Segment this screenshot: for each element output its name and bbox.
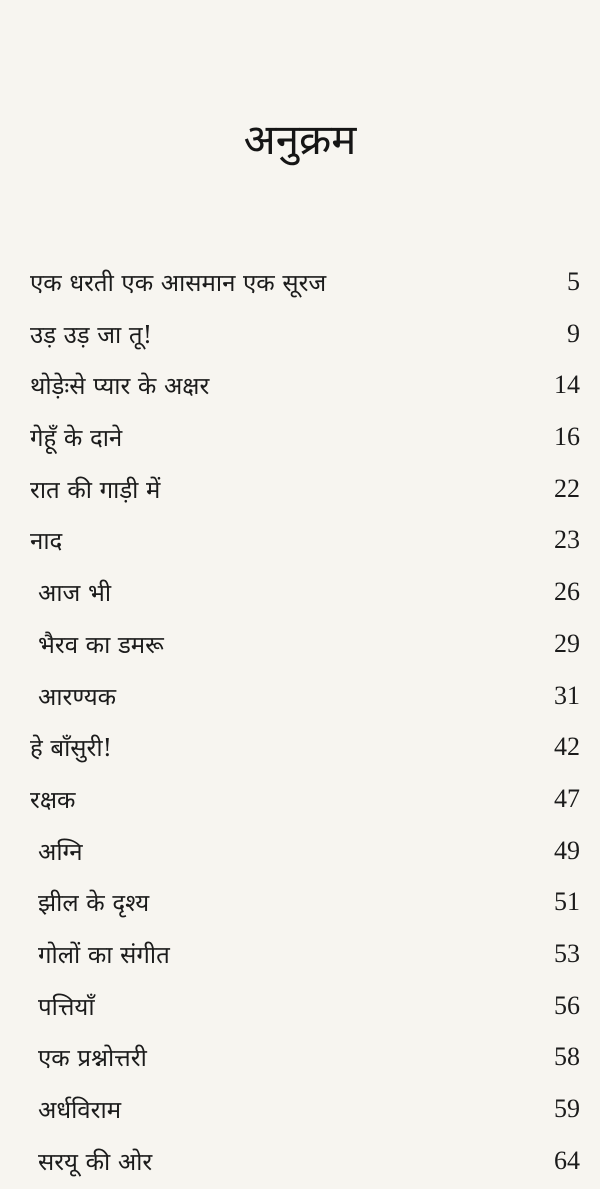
entry-title: अग्नि xyxy=(38,837,83,866)
entry-title: पत्तियाँ xyxy=(38,992,95,1021)
entry-page-number: 22 xyxy=(554,473,580,503)
list-item xyxy=(0,310,600,362)
list-item xyxy=(0,1137,600,1189)
entry-title: एक धरती एक आसमान एक सूरज xyxy=(30,269,327,297)
entry-page-number: 56 xyxy=(554,990,580,1020)
contents-list xyxy=(0,258,600,1188)
page-title: अनुक्रम xyxy=(243,115,357,164)
entry-page-number: 59 xyxy=(554,1094,580,1123)
entry-title: हे बाँसुरी! xyxy=(30,734,113,763)
entry-title: भैरव का डमरू xyxy=(38,630,164,659)
list-item xyxy=(0,930,600,982)
entry-page-number: 14 xyxy=(554,370,580,400)
list-item xyxy=(0,258,600,310)
list-item xyxy=(0,982,600,1034)
entry-title: थोड़ेःसे प्यार के अक्षर xyxy=(30,372,210,401)
list-item xyxy=(0,413,600,465)
list-item xyxy=(0,1085,600,1137)
entry-title: झील के दृश्य xyxy=(38,889,150,918)
entry-page-number: 5 xyxy=(567,267,580,296)
entry-page-number: 47 xyxy=(554,783,580,813)
entry-page-number: 42 xyxy=(554,732,580,762)
list-item xyxy=(0,672,600,724)
list-item xyxy=(0,723,600,775)
entry-page-number: 64 xyxy=(554,1145,580,1175)
entry-title: रात की गाड़ी में xyxy=(30,475,161,504)
entry-page-number: 29 xyxy=(554,628,580,658)
entry-title: नाद xyxy=(30,527,63,556)
entry-page-number: 49 xyxy=(554,835,580,865)
entry-title: एक प्रश्नोत्तरी xyxy=(38,1044,147,1073)
list-item xyxy=(0,620,600,672)
list-item xyxy=(0,1033,600,1085)
entry-page-number: 16 xyxy=(554,422,580,452)
entry-title: सरयू की ओर xyxy=(38,1147,153,1176)
entry-title: आरण्यक xyxy=(38,682,117,711)
entry-page-number: 53 xyxy=(554,938,580,968)
list-item xyxy=(0,361,600,413)
entry-title: रक्षक xyxy=(30,785,76,814)
entry-page-number: 9 xyxy=(567,318,580,348)
entry-title: अर्धविराम xyxy=(38,1096,122,1124)
entry-title: उड़ उड़ जा तू! xyxy=(30,320,153,349)
entry-page-number: 23 xyxy=(554,525,580,555)
entry-page-number: 58 xyxy=(554,1042,580,1072)
entry-page-number: 51 xyxy=(554,887,580,917)
entry-title: गेहूँ के दाने xyxy=(30,424,123,453)
list-item xyxy=(0,827,600,879)
list-item xyxy=(0,465,600,517)
list-item xyxy=(0,516,600,568)
list-item xyxy=(0,775,600,827)
entry-page-number: 31 xyxy=(554,680,580,710)
entry-title: गोलों का संगीत xyxy=(38,940,170,969)
entry-page-number: 26 xyxy=(554,577,580,607)
list-item xyxy=(0,568,600,620)
entry-title: आज भी xyxy=(38,579,112,608)
list-item xyxy=(0,878,600,930)
